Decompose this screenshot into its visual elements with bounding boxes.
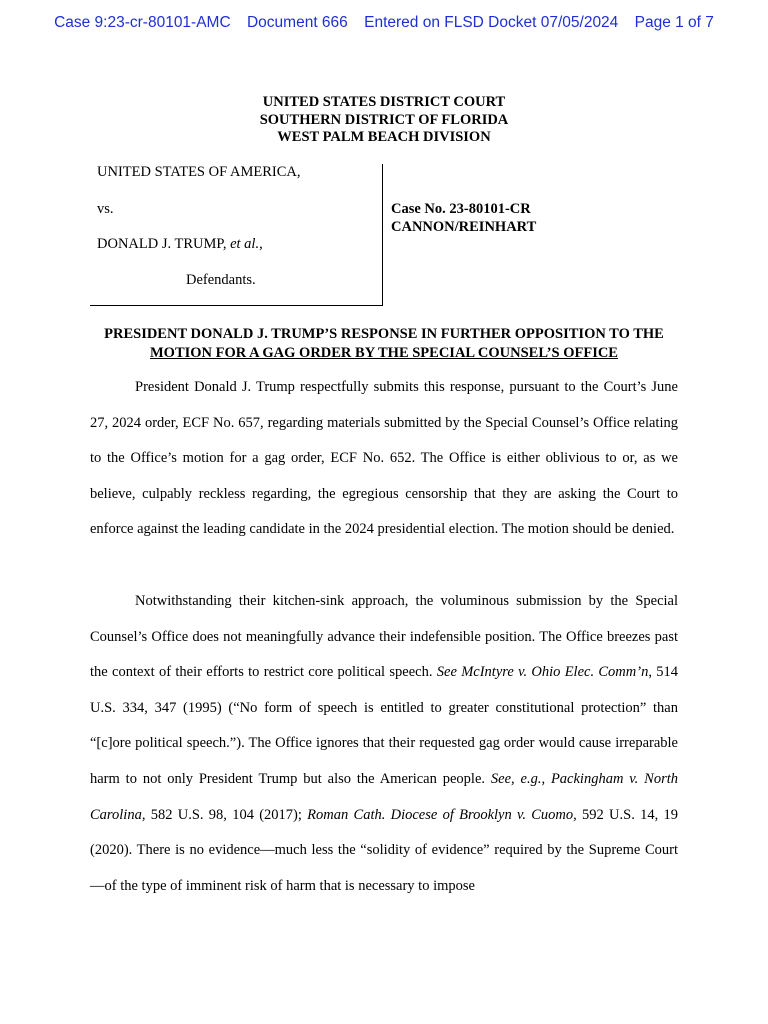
- court-district: SOUTHERN DISTRICT OF FLORIDA: [259, 111, 509, 128]
- body-paragraph-1: President Donald J. Trump respectfully submits this response, pursuant to the Court’s June 27, 2024 order, ECF No. 657, regarding materials submitted by the Special Counsel’s Office relating to the Office’s motion for a gag order, ECF No. 652. The Office is either oblivious to or, as we believe, culpably reckless regarding, the egregious censorship that they are asking the Court to enforce against the leading candidate in the 2024 presidential election. The motion should be denied.: [90, 379, 678, 538]
- body-paragraph-2: Notwithstanding their kitchen-sink approach, the voluminous submission by the Special Counsel’s Office does not meaningfully advance their indefensible position. The Office breezes past the context of their efforts to restrict core political speech. See McIntyre v. Ohio Elec. Comm’n, 514 U.S. 334, 347 (1995) (“No form of speech is entitled to greater constitutional protection” than “[c]ore political speech.”). The Office ignores that their requested gag order would cause irreparable harm to not only President Trump but also the American people. See, e.g., Packingham v. North Carolina, 582 U.S. 98, 104 (2017); Roman Cath. Diocese of Brooklyn v. Cuomo, 592 U.S. 14, 19 (2020). There is no evidence—much less the “solidity of evidence” required by the Supreme Court—of the type of imminent risk of harm that is necessary to impose: [90, 593, 679, 894]
- document-title-line-2: MOTION FOR A GAG ORDER BY THE SPECIAL COUNSEL’S OFFICE: [150, 345, 618, 361]
- case-number: Case No. 23-80101-CR: [391, 201, 531, 217]
- docket-header-stamp: [0, 14, 768, 32]
- citation-packingham: Packingham v. North Carolina: [90, 770, 679, 823]
- citation-see-eg: See, e.g.: [490, 770, 542, 787]
- docket-entry-stamp: Entered on FLSD Docket 07/05/2024: [364, 14, 619, 31]
- case-number-block: [391, 201, 536, 236]
- court-division: WEST PALM BEACH DIVISION: [277, 129, 491, 145]
- case-caption-parties: [90, 164, 383, 306]
- defendants-label: Defendants.: [186, 272, 256, 288]
- citation-roman-catholic: Roman Cath. Diocese of Brooklyn v. Cuomo: [307, 806, 574, 823]
- court-heading: [0, 94, 768, 147]
- document-title-line-1: PRESIDENT DONALD J. TRUMP’S RESPONSE IN FURTHER OPPOSITION TO THE: [104, 326, 664, 342]
- case-number-stamp: Case 9:23-cr-80101-AMC: [54, 14, 231, 31]
- defendant-name: DONALD J. TRUMP, et al.,: [97, 236, 263, 252]
- document-number-stamp: Document 666: [246, 14, 348, 31]
- citation-mcintyre: See McIntyre v. Ohio Elec. Comm’n: [436, 664, 649, 681]
- plaintiff-name: UNITED STATES OF AMERICA,: [97, 164, 301, 180]
- document-title: [90, 325, 678, 363]
- assigned-judges: CANNON/REINHART: [391, 218, 537, 235]
- court-name: UNITED STATES DISTRICT COURT: [262, 94, 506, 110]
- versus-label: vs.: [97, 201, 114, 217]
- page-count-stamp: Page 1 of 7: [634, 14, 714, 31]
